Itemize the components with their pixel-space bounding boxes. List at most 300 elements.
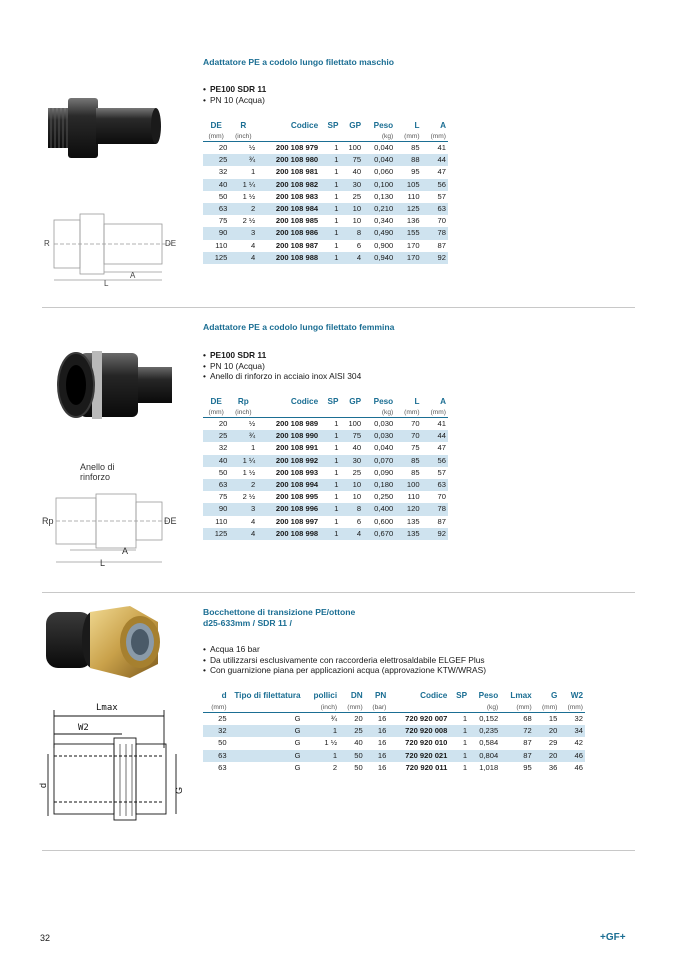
spec-table [203, 120, 448, 264]
table-cell: 1 [320, 430, 340, 442]
col-unit: (mm) [500, 702, 534, 713]
table-cell: 1,018 [479, 762, 499, 772]
table-cell: 1 [320, 203, 340, 215]
table-cell: 0,600 [374, 516, 394, 526]
table-cell: 200 108 985 [275, 216, 319, 226]
table-cell: 0,235 [469, 725, 500, 737]
spec-table [203, 396, 448, 540]
col-header: GP [349, 397, 362, 406]
table-cell: 0,940 [363, 252, 395, 264]
table-row [203, 418, 448, 431]
table-row [203, 142, 448, 155]
table-cell: 95 [523, 762, 532, 772]
table-cell: 1 [303, 725, 340, 737]
table-cell: 4 [340, 252, 363, 264]
table-cell: 63 [203, 203, 229, 215]
table-cell: 0,070 [363, 455, 395, 467]
ring-callout [80, 462, 115, 482]
table-cell: 10 [340, 203, 363, 215]
table-cell: 8 [340, 503, 363, 515]
table-row [203, 154, 448, 166]
table-cell: 8 [340, 227, 363, 239]
table-cell: 41 [437, 419, 446, 429]
table-cell: 1 [334, 443, 339, 453]
table-cell: 25 [218, 714, 227, 724]
table-cell: 78 [422, 503, 448, 515]
col-unit: (bar) [365, 702, 389, 713]
table-cell: 1 [320, 252, 340, 264]
table-cell: 4 [229, 252, 257, 264]
table-cell: 25 [352, 467, 362, 477]
bullet-item: • Acqua 16 bar [203, 644, 486, 655]
col-unit: (inch) [229, 131, 257, 142]
col-header: G [550, 691, 558, 700]
table-cell: 200 108 992 [257, 455, 320, 467]
col-unit: (kg) [363, 407, 395, 418]
table-cell: 25 [203, 430, 229, 442]
table-cell: 1 [334, 492, 339, 502]
col-header: DE [210, 121, 222, 130]
table-row [203, 166, 448, 178]
col-header: Peso [373, 397, 394, 406]
table-cell: 47 [437, 443, 446, 453]
col-unit: (mm) [203, 131, 229, 142]
table-cell: 200 108 984 [257, 203, 320, 215]
col-unit: (mm) [203, 407, 229, 418]
table-cell: 87 [437, 240, 446, 250]
col-header: Codice [420, 691, 448, 700]
table-cell: G [294, 762, 301, 772]
table-cell: 63 [203, 479, 229, 491]
table-cell: G [294, 738, 301, 748]
dim-label-l: L [104, 279, 109, 288]
table-cell: 50 [218, 738, 227, 748]
col-unit: (inch) [229, 407, 257, 418]
table-cell: 0,030 [363, 430, 395, 442]
table-cell: 200 108 998 [257, 528, 320, 540]
table-cell: 0,040 [363, 154, 395, 166]
table-row [203, 203, 448, 215]
col-header: SP [456, 691, 468, 700]
table-cell: G [229, 725, 303, 737]
table-cell: 200 108 986 [257, 227, 320, 239]
table-cell: 0,090 [374, 467, 394, 477]
table-cell: 0,490 [363, 227, 395, 239]
table-cell: 720 920 008 [388, 725, 449, 737]
table-cell: 2 ½ [242, 216, 256, 226]
table-cell: 3 [229, 227, 257, 239]
table-cell: 46 [559, 750, 585, 762]
table-cell: 1 [320, 455, 340, 467]
table-row [203, 227, 448, 239]
table-cell: 1 [320, 479, 340, 491]
dim-label-de: DE [165, 239, 177, 248]
table-cell: 720 920 007 [405, 714, 448, 724]
table-cell: 1 [251, 167, 256, 177]
col-header: A [440, 397, 446, 406]
table-cell: 32 [574, 714, 583, 724]
table-cell: 1 [320, 503, 340, 515]
dim-label-d: d [38, 782, 48, 788]
table-cell: 90 [203, 503, 229, 515]
table-cell: 75 [218, 492, 228, 502]
bullet-item: • Con guarnizione piana per applicazioni acqua (approvazione KTW/WRAS) [203, 665, 486, 676]
table-cell: 200 108 996 [257, 503, 320, 515]
col-unit: (mm) [339, 702, 365, 713]
table-cell: 1 [462, 714, 468, 724]
table-cell: 200 108 990 [257, 430, 320, 442]
table-cell: 0,060 [374, 167, 394, 177]
table-cell: 200 108 991 [275, 443, 319, 453]
table-row [203, 528, 448, 540]
table-cell: 1 [462, 762, 468, 772]
table-cell: 200 108 981 [275, 167, 319, 177]
section-divider [42, 307, 635, 308]
table-cell: 75 [340, 430, 363, 442]
table-cell: 1 [303, 750, 340, 762]
bullet-item: • PE100 SDR 11 [203, 84, 266, 95]
table-cell: 1 [320, 154, 340, 166]
table-cell: 70 [437, 492, 446, 502]
table-cell: 70 [411, 419, 420, 429]
table-cell: 0,340 [374, 216, 394, 226]
table-row [203, 191, 448, 203]
table-cell: 75 [411, 443, 420, 453]
table-cell: 56 [422, 179, 448, 191]
col-unit: (kg) [363, 131, 395, 142]
table-cell: 50 [339, 750, 365, 762]
dim-label-w2: W2 [78, 723, 89, 733]
table-cell: 16 [377, 714, 387, 724]
table-cell: 1 [334, 516, 339, 526]
table-cell: ¾ [330, 714, 338, 724]
table-cell: 1 ¼ [229, 179, 257, 191]
table-cell: 40 [354, 738, 363, 748]
table-cell: 40 [203, 179, 229, 191]
table-cell: ¾ [229, 154, 257, 166]
col-header: pollici [313, 691, 338, 700]
table-cell: 0,900 [374, 240, 394, 250]
table-cell: 200 108 987 [275, 240, 319, 250]
table-row [203, 479, 448, 491]
col-unit: (kg) [469, 702, 500, 713]
col-unit: (mm) [559, 702, 585, 713]
table-cell: 92 [422, 252, 448, 264]
table-row [203, 467, 448, 479]
table-cell: 0,804 [469, 750, 500, 762]
table-cell: 6 [356, 516, 362, 526]
section-title: Adattatore PE a codolo lungo filettato femmina [203, 322, 395, 332]
section-title: Bocchettone di transizione PE/ottone [203, 607, 356, 617]
table-cell: 1 ½ [242, 191, 256, 201]
table-cell: 720 920 011 [405, 762, 448, 772]
table-row [203, 762, 585, 774]
table-cell: 10 [340, 479, 363, 491]
table-cell: 200 108 989 [275, 419, 319, 429]
table-cell: 70 [437, 216, 446, 226]
table-cell: 0,400 [363, 503, 395, 515]
table-cell: 20 [218, 143, 228, 153]
table-cell: 1 [320, 179, 340, 191]
dim-label-a: A [130, 271, 136, 280]
table-cell: 40 [352, 443, 362, 453]
table-cell: 200 108 988 [257, 252, 320, 264]
table-cell: 32 [203, 725, 229, 737]
bullet-item: • Anello di rinforzo in acciaio inox AISI 304 [203, 371, 361, 382]
col-header: SP [327, 121, 339, 130]
table-row [203, 750, 585, 762]
dim-label-lmax: Lmax [96, 703, 118, 713]
table-cell: 200 108 993 [275, 467, 319, 477]
table-cell: G [229, 750, 303, 762]
table-row [203, 713, 585, 726]
col-header: A [440, 121, 446, 130]
page-number: 32 [40, 933, 51, 943]
table-cell: 0,210 [363, 203, 395, 215]
table-cell: 170 [406, 240, 420, 250]
table-cell: 85 [395, 455, 421, 467]
table-cell: 136 [406, 216, 420, 226]
table-cell: 4 [229, 528, 257, 540]
table-cell: 29 [548, 738, 558, 748]
table-cell: 0,152 [479, 714, 499, 724]
male-adapter-drawing [42, 208, 182, 288]
table-cell: 20 [534, 750, 560, 762]
table-cell: 16 [377, 738, 387, 748]
table-cell: 200 108 994 [257, 479, 320, 491]
table-cell: 25 [339, 725, 365, 737]
table-cell: 135 [406, 516, 420, 526]
gf-logo: +GF+ [600, 932, 626, 943]
table-cell: 6 [356, 240, 362, 250]
dim-label-de: DE [164, 516, 177, 526]
table-cell: 2 [229, 479, 257, 491]
table-cell: 75 [340, 154, 363, 166]
bullet-list [203, 350, 361, 382]
callout-line: Anello di [80, 462, 115, 472]
table-cell: 32 [218, 443, 228, 453]
table-cell: 1 ¼ [229, 455, 257, 467]
table-cell: 100 [395, 479, 421, 491]
table-cell: 75 [218, 216, 228, 226]
table-cell: 95 [411, 167, 420, 177]
col-header: R [240, 121, 247, 130]
table-cell: 200 108 982 [257, 179, 320, 191]
table-cell: 50 [218, 467, 228, 477]
table-cell: 1 [334, 167, 339, 177]
table-row [203, 240, 448, 252]
male-adapter-photo [42, 78, 182, 168]
table-cell: 10 [352, 492, 362, 502]
table-cell: 10 [352, 216, 362, 226]
dim-label-rp: Rp [42, 516, 54, 526]
table-cell: 56 [422, 455, 448, 467]
table-cell: 2 [229, 203, 257, 215]
table-cell: 125 [203, 528, 229, 540]
table-cell: G [294, 714, 301, 724]
table-cell: 78 [422, 227, 448, 239]
table-cell: 90 [203, 227, 229, 239]
table-cell: 0,100 [363, 179, 395, 191]
table-cell: 0,030 [374, 419, 394, 429]
table-cell: 1 [334, 467, 339, 477]
col-header: L [414, 397, 420, 406]
col-unit: (mm) [203, 702, 229, 713]
table-cell: 1 ½ [242, 467, 256, 477]
table-cell: 87 [437, 516, 446, 526]
table-cell: 110 [407, 492, 420, 502]
col-header: Peso [478, 691, 499, 700]
table-cell: 100 [348, 143, 362, 153]
table-cell: 1 [251, 443, 256, 453]
bullet-list [203, 84, 266, 105]
callout-line: rinforzo [80, 472, 111, 482]
table-cell: 1 ½ [324, 738, 338, 748]
table-cell: 85 [411, 467, 420, 477]
table-cell: 120 [395, 503, 421, 515]
table-cell: 1 [334, 143, 339, 153]
table-row [203, 252, 448, 264]
table-cell: 34 [559, 725, 585, 737]
table-row [203, 455, 448, 467]
table-cell: 47 [437, 167, 446, 177]
table-cell: 0,584 [479, 738, 499, 748]
table-cell: 87 [500, 750, 534, 762]
table-cell: 20 [354, 714, 363, 724]
table-cell: 200 108 997 [275, 516, 319, 526]
table-cell: 63 [422, 479, 448, 491]
table-cell: 63 [422, 203, 448, 215]
col-unit: (inch) [303, 702, 340, 713]
table-cell: 0,040 [374, 443, 394, 453]
col-header: Tipo di filettatura [234, 691, 301, 700]
col-unit: (mm) [395, 407, 421, 418]
table-cell: 70 [395, 430, 421, 442]
table-cell: 16 [365, 750, 389, 762]
table-cell: 135 [395, 528, 421, 540]
table-cell: 25 [203, 154, 229, 166]
table-cell: 85 [411, 143, 420, 153]
table-cell: 16 [365, 725, 389, 737]
col-header: Peso [373, 121, 394, 130]
table-cell: 30 [340, 179, 363, 191]
table-cell: 3 [229, 503, 257, 515]
table-cell: 105 [395, 179, 421, 191]
table-cell: 200 108 980 [257, 154, 320, 166]
table-cell: 44 [422, 430, 448, 442]
col-header: DE [210, 397, 222, 406]
table-cell: 1 [334, 240, 339, 250]
table-cell: 41 [437, 143, 446, 153]
table-cell: 1 [320, 227, 340, 239]
col-header: GP [349, 121, 362, 130]
table-row [203, 442, 448, 454]
table-cell: 68 [523, 714, 532, 724]
dim-label-r: R [44, 239, 50, 248]
table-cell: 1 [334, 191, 339, 201]
table-cell: 15 [548, 714, 558, 724]
dim-label-g: G [174, 786, 184, 794]
table-cell: ¾ [229, 430, 257, 442]
section-title: Adattatore PE a codolo lungo filettato maschio [203, 57, 394, 67]
table-cell: 0,130 [374, 191, 394, 201]
table-cell: 20 [534, 725, 560, 737]
table-cell: 0,670 [363, 528, 395, 540]
table-cell: 0,250 [374, 492, 394, 502]
table-cell: 16 [377, 762, 387, 772]
table-cell: 4 [340, 528, 363, 540]
table-cell: 72 [500, 725, 534, 737]
table-cell: 4 [251, 516, 256, 526]
transition-union-drawing [40, 698, 188, 828]
bullet-list [203, 644, 486, 676]
col-unit: (mm) [534, 702, 560, 713]
table-cell: 57 [437, 467, 446, 477]
table-cell: 42 [574, 738, 583, 748]
col-unit: (mm) [422, 407, 448, 418]
table-cell: 1 [320, 528, 340, 540]
table-cell: 20 [218, 419, 228, 429]
section-subtitle: d25-633mm / SDR 11 / [203, 618, 292, 628]
section-divider [42, 592, 635, 593]
table-cell: 100 [348, 419, 362, 429]
table-cell: ½ [248, 419, 256, 429]
table-cell: 200 108 995 [275, 492, 319, 502]
table-cell: 1 [449, 725, 469, 737]
section-divider [42, 850, 635, 851]
table-cell: 110 [407, 191, 420, 201]
col-header: W2 [570, 691, 583, 700]
table-row [203, 516, 448, 528]
table-cell: ½ [248, 143, 256, 153]
transition-union-photo [40, 602, 170, 682]
table-cell: 32 [218, 167, 228, 177]
female-adapter-drawing [40, 484, 180, 568]
table-row [203, 179, 448, 191]
table-cell: 0,040 [374, 143, 394, 153]
col-header: Codice [290, 397, 319, 406]
table-cell: 36 [548, 762, 558, 772]
table-cell: 1 [462, 738, 468, 748]
table-cell: 63 [203, 750, 229, 762]
table-cell: 92 [422, 528, 448, 540]
table-cell: 720 920 021 [388, 750, 449, 762]
col-header: PN [374, 691, 387, 700]
col-header: Lmax [510, 691, 532, 700]
spec-table [203, 691, 585, 774]
dim-label-l: L [100, 558, 106, 568]
female-adapter-photo [50, 345, 180, 425]
col-unit: (mm) [422, 131, 448, 142]
bullet-item: • PN 10 (Acqua) [203, 361, 361, 372]
table-row [203, 430, 448, 442]
table-cell: 50 [218, 191, 228, 201]
table-cell: 46 [574, 762, 583, 772]
table-cell: 155 [395, 227, 421, 239]
col-header: DN [350, 691, 363, 700]
dim-label-a: A [122, 546, 129, 556]
bullet-item: • PN 10 (Acqua) [203, 95, 266, 106]
table-cell: 4 [251, 240, 256, 250]
table-cell: 63 [218, 762, 227, 772]
table-cell: 200 108 983 [275, 191, 319, 201]
table-row [203, 737, 585, 749]
table-cell: 88 [395, 154, 421, 166]
table-cell: 57 [437, 191, 446, 201]
col-header: SP [327, 397, 339, 406]
table-cell: 720 920 010 [405, 738, 448, 748]
table-cell: 125 [395, 203, 421, 215]
